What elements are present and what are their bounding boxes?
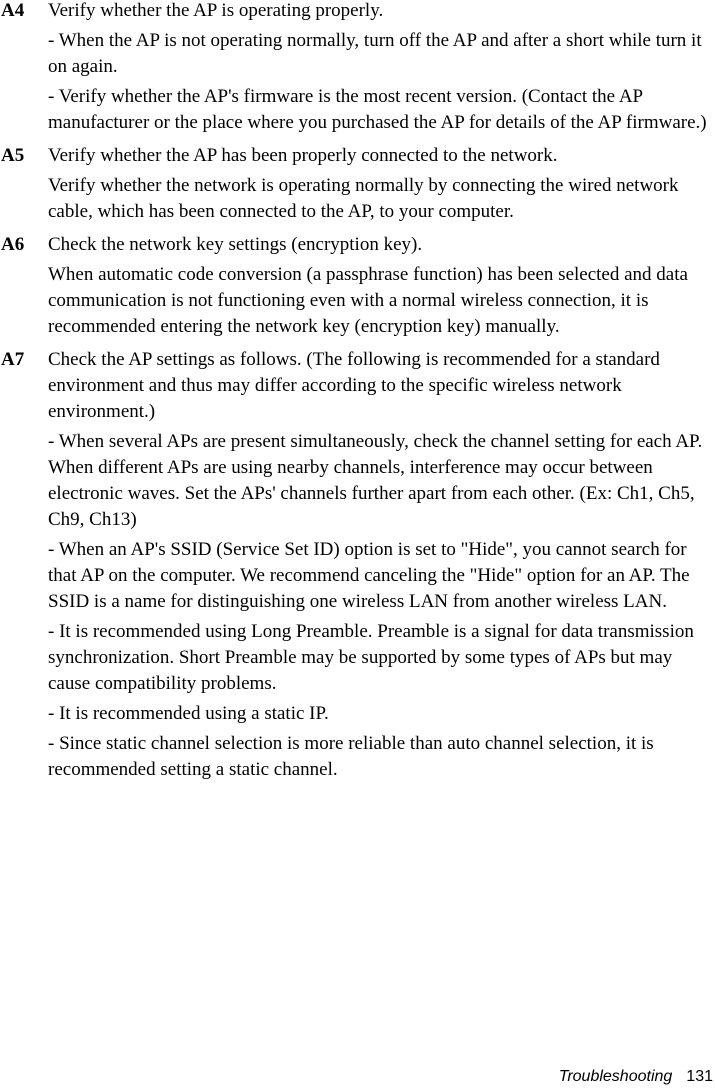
answer-label: A6 [1,234,25,255]
answer-body [48,347,712,787]
answer-paragraph: - When several APs are present simultaneously, check the channel setting for each AP. When different APs are using nearby channels, interference may occur between electronic waves. Set the APs' channels further apart from each other. (Ex: Ch1, Ch5, Ch9, Ch13) [48,431,703,530]
answer-paragraph: - It is recommended using Long Preamble. Preamble is a signal for data transmission synchronization. Short Preamble may be supported by some types of APs but may cause compatibility problems. [48,621,694,694]
answer-a5 [0,143,712,229]
answer-paragraph: Verify whether the AP has been properly connected to the network. [48,145,558,166]
answer-body [48,0,712,140]
footer-section-title: Troubleshooting [558,1068,673,1085]
answer-label: A7 [1,349,25,370]
answer-paragraph: - When the AP is not operating normally, turn off the AP and after a short while turn it on again. [48,30,702,77]
page-number: 131 [686,1068,713,1085]
answer-paragraph: - Since static channel selection is more reliable than auto channel selection, it is recommended setting a static channel. [48,733,654,780]
answer-label: A4 [1,0,25,21]
answer-a6 [0,232,712,344]
answer-paragraph: Verify whether the network is operating normally by connecting the wired network cable, which has been connected to the AP, to your computer. [48,175,679,222]
answer-paragraph: - It is recommended using a static IP. [48,703,329,724]
answer-label: A5 [1,145,25,166]
answer-a7 [0,347,712,787]
answer-body [48,143,712,229]
answer-paragraph: When automatic code conversion (a passphrase function) has been selected and data communication is not functioning even with a normal wireless connection, it is recommended entering the network key (encryption key) manually. [48,264,688,337]
answer-paragraph: - When an AP's SSID (Service Set ID) option is set to "Hide", you cannot search for that AP on the computer. We recommend canceling the "Hide" option for an AP. The SSID is a name for distinguishing one wireless LAN from another wireless LAN. [48,539,690,612]
answer-paragraph: Check the AP settings as follows. (The following is recommended for a standard environment and thus may differ according to the specific wireless network environment.) [48,349,660,422]
answer-paragraph: Check the network key settings (encryption key). [48,234,423,255]
answer-a4 [0,0,712,140]
answer-body [48,232,712,344]
answer-paragraph: - Verify whether the AP's firmware is the most recent version. (Contact the AP manufacturer or the place where you purchased the AP for details of the AP firmware.) [48,86,707,133]
answer-paragraph: Verify whether the AP is operating properly. [48,0,384,21]
page-footer [559,1067,713,1087]
